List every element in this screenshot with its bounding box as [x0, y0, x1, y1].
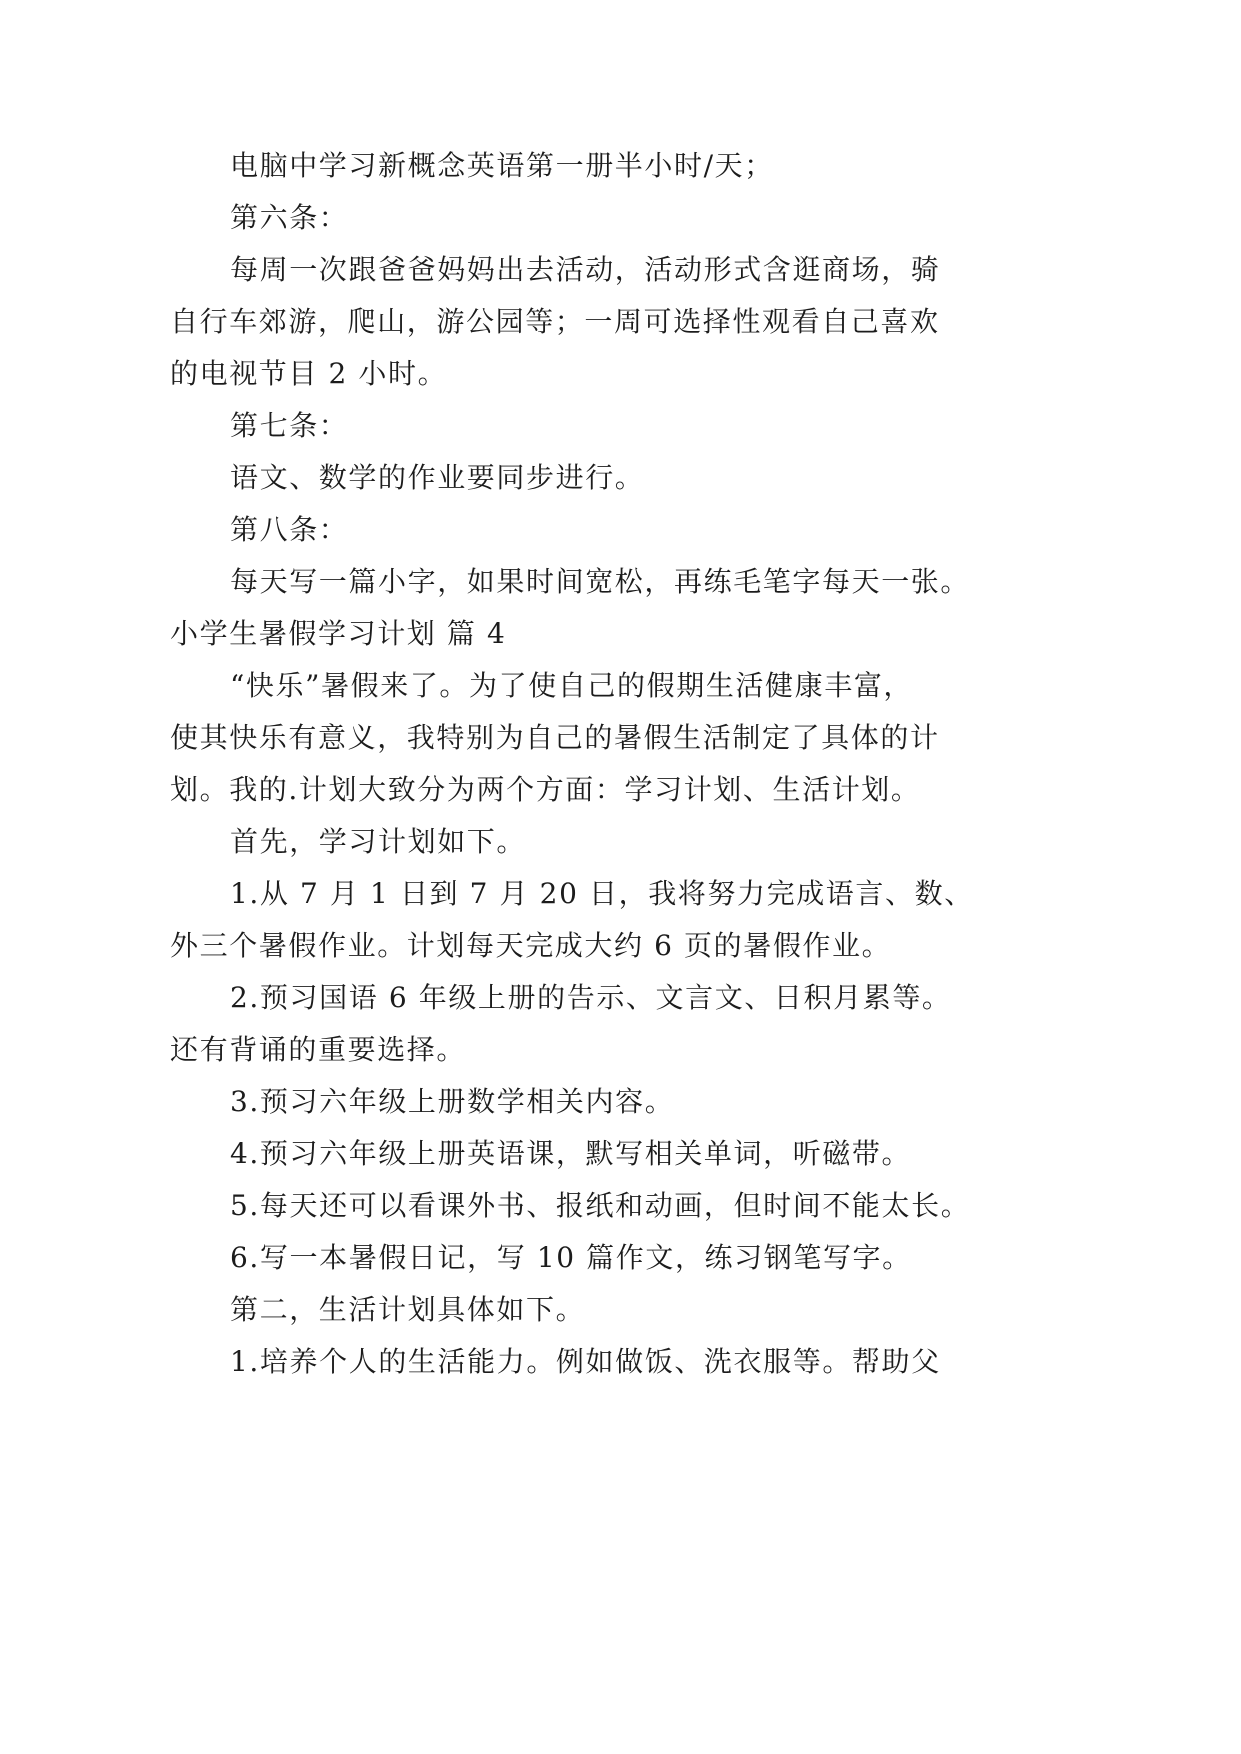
paragraph-line: 每天写一篇小字，如果时间宽松，再练毛笔字每天一张。 — [230, 565, 971, 598]
paragraph-line: 第二，生活计划具体如下。 — [230, 1293, 586, 1326]
list-item — [170, 1076, 1000, 1128]
paragraph-line: 第七条： — [230, 409, 349, 442]
paragraph-line: 使其快乐有意义，我特别为自己的暑假生活制定了具体的计 — [170, 721, 940, 754]
paragraph-line: “快乐”暑假来了。为了使自己的假期生活健康丰富， — [230, 669, 914, 702]
paragraph — [170, 452, 1000, 504]
paragraph-line: 自行车郊游，爬山，游公园等；一周可选择性观看自己喜欢 — [170, 305, 940, 338]
clause-title — [170, 192, 1000, 244]
list-item — [170, 1336, 1000, 1388]
paragraph-line: 4.预习六年级上册英语课，默写相关单词，听磁带。 — [230, 1137, 912, 1170]
paragraph-line: 外三个暑假作业。计划每天完成大约 6 页的暑假作业。 — [170, 929, 892, 962]
clause-title — [170, 504, 1000, 556]
clause-title — [170, 400, 1000, 452]
paragraph-line: 划。我的.计划大致分为两个方面：学习计划、生活计划。 — [170, 773, 921, 806]
paragraph-line: 语文、数学的作业要同步进行。 — [230, 461, 645, 494]
section-heading: 小学生暑假学习计划 篇 4 — [170, 617, 507, 650]
paragraph-line: 1.从 7 月 1 日到 7 月 20 日，我将努力完成语言、数、 — [230, 877, 974, 910]
paragraph — [170, 660, 1000, 816]
paragraph — [170, 244, 1000, 400]
list-item — [170, 1180, 1000, 1232]
paragraph-line: 6.写一本暑假日记，写 10 篇作文，练习钢笔写字。 — [230, 1241, 912, 1274]
paragraph-line: 第八条： — [230, 513, 349, 546]
paragraph-line: 每周一次跟爸爸妈妈出去活动，活动形式含逛商场，骑 — [230, 253, 941, 286]
paragraph-line: 首先，学习计划如下。 — [230, 825, 527, 858]
paragraph-line: 1.培养个人的生活能力。例如做饭、洗衣服等。帮助父 — [230, 1345, 941, 1378]
paragraph — [170, 140, 1000, 192]
paragraph-line: 还有背诵的重要选择。 — [170, 1033, 467, 1066]
paragraph-line: 3.预习六年级上册数学相关内容。 — [230, 1085, 675, 1118]
paragraph-line: 第六条： — [230, 201, 349, 234]
list-item — [170, 1232, 1000, 1284]
list-item — [170, 1128, 1000, 1180]
paragraph — [170, 556, 1000, 608]
paragraph-line: 的电视节目 2 小时。 — [170, 357, 448, 390]
list-item — [170, 868, 1000, 972]
paragraph — [170, 1284, 1000, 1336]
paragraph-line: 2.预习国语 6 年级上册的告示、文言文、日积月累等。 — [230, 981, 952, 1014]
paragraph-line: 电脑中学习新概念英语第一册半小时/天； — [230, 149, 774, 182]
document-body — [170, 140, 1000, 1388]
list-item — [170, 972, 1000, 1076]
paragraph-line: 5.每天还可以看课外书、报纸和动画，但时间不能太长。 — [230, 1189, 971, 1222]
paragraph — [170, 816, 1000, 868]
